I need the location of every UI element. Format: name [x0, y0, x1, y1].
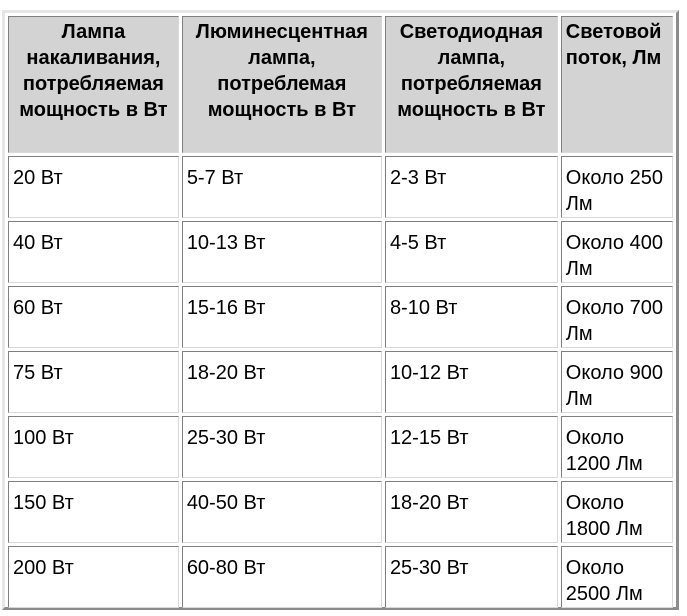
table-row	[8, 481, 673, 543]
header-fluorescent: Люминесцентная лампа, потреблемая мощность в Вт	[182, 16, 382, 153]
cell-fluorescent: 25-30 Вт	[182, 416, 382, 478]
cell-fluorescent: 18-20 Вт	[182, 351, 382, 413]
cell-luminous-flux: Около 250 Лм	[561, 156, 673, 218]
cell-fluorescent: 5-7 Вт	[182, 156, 382, 218]
data-table	[5, 13, 676, 611]
cell-incandescent: 100 Вт	[8, 416, 179, 478]
cell-fluorescent: 40-50 Вт	[182, 481, 382, 543]
lamp-comparison-table	[2, 10, 679, 610]
cell-luminous-flux: Около 1200 Лм	[561, 416, 673, 478]
cell-incandescent: 20 Вт	[8, 156, 179, 218]
cell-incandescent: 40 Вт	[8, 221, 179, 283]
cell-incandescent: 200 Вт	[8, 546, 179, 608]
header-luminous-flux: Световой поток, Лм	[561, 16, 673, 153]
header-incandescent: Лампа накаливания, потребляемая мощность в Вт	[8, 16, 179, 153]
cell-luminous-flux: Около 700 Лм	[561, 286, 673, 348]
cell-led: 2-3 Вт	[385, 156, 558, 218]
cell-incandescent: 150 Вт	[8, 481, 179, 543]
cell-led: 10-12 Вт	[385, 351, 558, 413]
cell-luminous-flux: Около 2500 Лм	[561, 546, 673, 608]
cell-fluorescent: 10-13 Вт	[182, 221, 382, 283]
cell-fluorescent: 15-16 Вт	[182, 286, 382, 348]
table-row	[8, 416, 673, 478]
cell-led: 25-30 Вт	[385, 546, 558, 608]
table-row	[8, 221, 673, 283]
cell-luminous-flux: Около 400 Лм	[561, 221, 673, 283]
header-row	[8, 16, 673, 153]
table-row	[8, 351, 673, 413]
cell-led: 4-5 Вт	[385, 221, 558, 283]
cell-led: 8-10 Вт	[385, 286, 558, 348]
cell-fluorescent: 60-80 Вт	[182, 546, 382, 608]
cell-led: 18-20 Вт	[385, 481, 558, 543]
table-row	[8, 156, 673, 218]
cell-incandescent: 75 Вт	[8, 351, 179, 413]
table-row	[8, 546, 673, 608]
table-row	[8, 286, 673, 348]
header-led: Светодиодная лампа, потребляемая мощность в Вт	[385, 16, 558, 153]
cell-incandescent: 60 Вт	[8, 286, 179, 348]
cell-luminous-flux: Около 900 Лм	[561, 351, 673, 413]
cell-led: 12-15 Вт	[385, 416, 558, 478]
cell-luminous-flux: Около 1800 Лм	[561, 481, 673, 543]
